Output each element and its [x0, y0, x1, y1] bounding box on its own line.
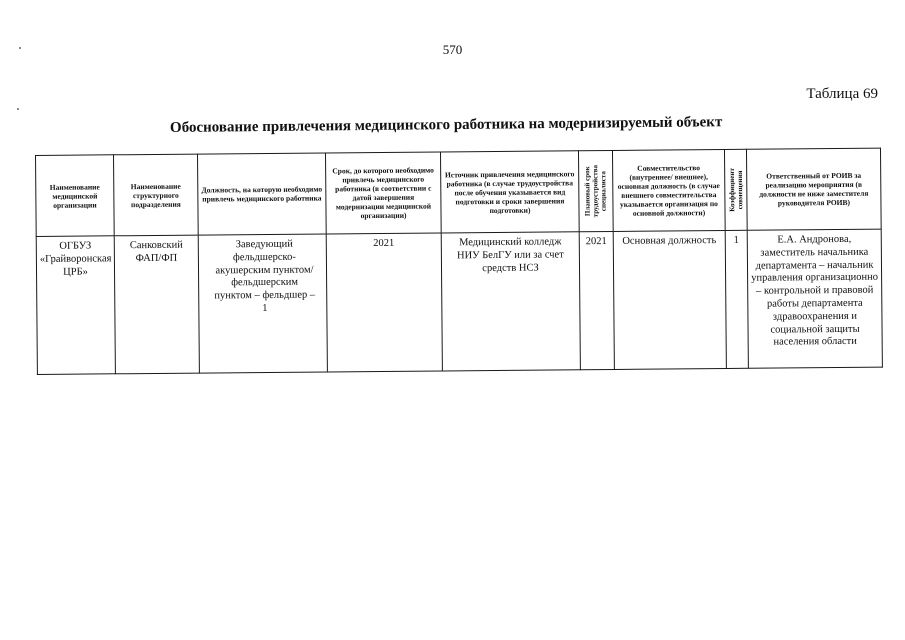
scan-speck	[19, 47, 21, 49]
header-organization: Наименование медицинской организации	[36, 155, 115, 237]
document-title: Обоснование привлечения медицинского работника на модернизируемый объект	[169, 114, 723, 136]
justification-table	[35, 148, 883, 375]
header-deadline: Срок, до которого необходимо привлечь медицинского работника (в соответствии с датой завершения модернизации медицинской организации)	[325, 152, 441, 234]
cell-unit: Санковский ФАП/ФП	[114, 235, 199, 374]
header-responsible: Ответственный от РОИВ за реализацию мероприятия (в должности не ниже заместителя руководителя РОИВ)	[746, 148, 881, 230]
page-number: 570	[442, 42, 463, 57]
header-planned-date	[578, 150, 613, 231]
scan-speck	[17, 108, 19, 110]
cell-coefficient: 1	[725, 230, 748, 368]
header-source: Источник привлечения медицинского работника (в случае трудоустройства после обучения указывается вид подготовки и сроки завершения подготовки)	[440, 151, 579, 233]
cell-planned-date: 2021	[579, 231, 614, 369]
header-planned-date-text: Плановый срок трудоустройства специалиста	[583, 164, 609, 218]
table-row	[36, 229, 882, 374]
cell-deadline: 2021	[326, 233, 442, 372]
cell-combination: Основная должность	[613, 230, 726, 369]
header-position: Должность, на которую необходимо привлечь медицинского работника	[197, 153, 326, 235]
cell-position: Заведующий фельдшерско-акушерским пунктом/фельдшерским пунктом – фельдшер – 1	[198, 234, 327, 373]
header-combination: Совместительство (внутреннее/ внешнее), основная должность (в случае внешнего совместительства указывается организация по основной должности)	[612, 149, 725, 231]
header-coefficient	[724, 149, 747, 230]
header-coefficient-text: Коэффициент совмещения	[727, 168, 745, 212]
table-label: Таблица 69	[806, 86, 878, 102]
header-unit: Наименование структурного подразделения	[114, 154, 199, 236]
table-header-row	[36, 148, 882, 236]
cell-source: Медицинский колледж НИУ БелГУ или за счет средств НСЗ	[441, 232, 580, 371]
cell-responsible: Е.А. Андронова, заместитель начальника департамента – начальник управления организационно – контрольной и правовой работы департамента здравоохранения и социальной защиты населения области	[747, 229, 882, 368]
cell-organization: ОГБУЗ «Грайворонская ЦРБ»	[36, 236, 115, 375]
